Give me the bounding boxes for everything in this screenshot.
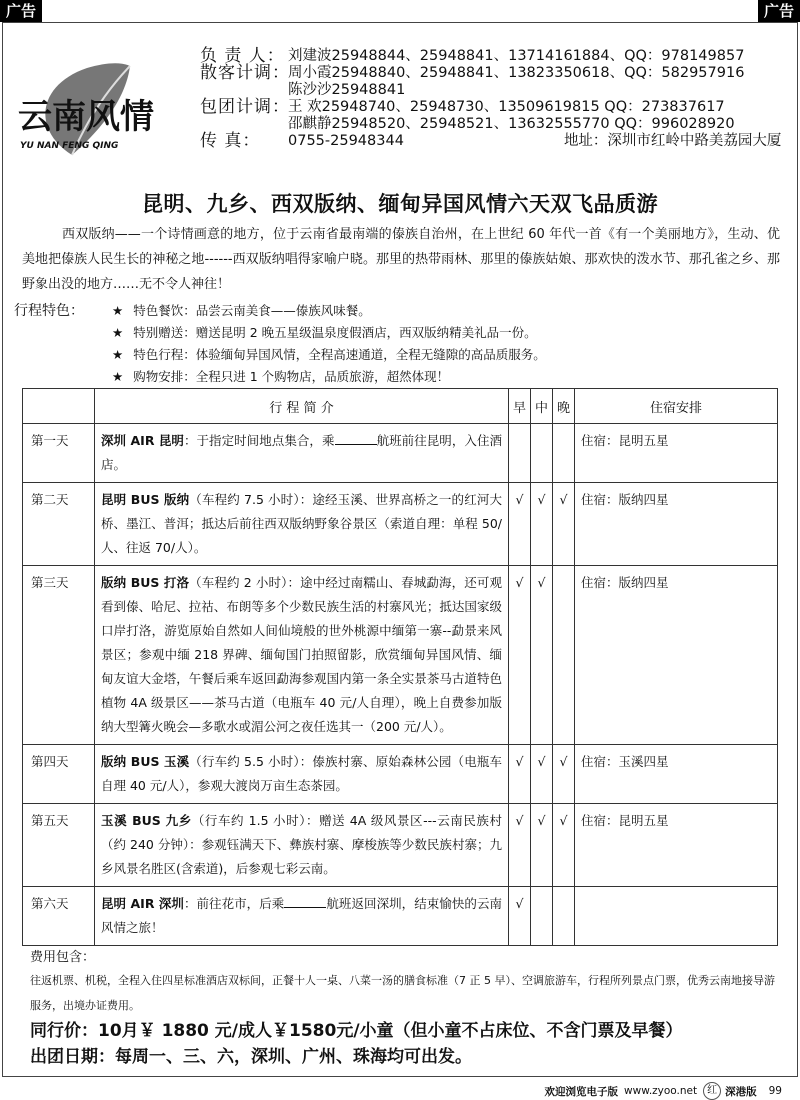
itinerary-table — [22, 388, 778, 946]
feature-item — [112, 300, 546, 322]
intro-paragraph: 西双版纳——一个诗情画意的地方，位于云南省最南端的傣族自治州，在上世纪 60 年代一首《有一个美丽地方》，生动、优美地把傣族人民生长的神秘之地------西双版纳唱得家喻户晓。那里的热带雨林、那里的傣族姑娘、那欢快的泼水节、那孔雀之乡、那野象出没的地方……无不令人神往！ — [22, 227, 780, 292]
table-row — [23, 424, 778, 483]
day-cell: 第四天 — [23, 745, 95, 804]
header-stay: 住宿安排 — [575, 389, 778, 424]
dinner-cell: √ — [553, 804, 575, 887]
desc-text: （行车约 1.5 小时）：赠送 4A 级风景区---云南民族村（约 240 分钟）：参观钰满天下、彝族村寨、摩梭族等少数民族村寨；九乡风景名胜区(含索道)，后参观七彩云南。 — [101, 813, 502, 876]
ebook-label: 欢迎浏览电子版 — [544, 1085, 619, 1098]
fee-text: 往返机票、机税，全程入住四星标准酒店双标间，正餐十人一桌、八菜一汤的膳食标准（7 正 5 早）、空调旅游车，行程所列景点门票，优秀云南地接导游服务，出境办证费用。 — [30, 974, 775, 1012]
stay-cell — [575, 887, 778, 946]
feature-item — [112, 366, 546, 388]
dinner-cell — [553, 424, 575, 483]
breakfast-cell: √ — [509, 483, 531, 566]
day-cell: 第三天 — [23, 566, 95, 745]
contact-value: 邵麒静25948520、25948521、13632555770 QQ：996028920 — [288, 116, 735, 132]
dinner-cell: √ — [553, 745, 575, 804]
breakfast-cell: √ — [509, 745, 531, 804]
page-footer — [545, 1082, 782, 1100]
features-list — [112, 300, 546, 388]
lunch-cell: √ — [531, 566, 553, 745]
ad-label-left: 广告 — [0, 0, 42, 22]
feature-item — [112, 322, 546, 344]
contact-label: 包团计调： — [200, 97, 290, 117]
desc-cell — [95, 887, 509, 946]
day-cell: 第一天 — [23, 424, 95, 483]
route-label: 昆明 BUS 版纳 — [101, 492, 190, 507]
feature-text: 特色餐饮：品尝云南美食——傣族风味餐。 — [133, 303, 371, 318]
contact-block — [200, 48, 781, 150]
stay-cell: 住宿：版纳四星 — [575, 483, 778, 566]
table-row — [23, 566, 778, 745]
breakfast-cell: √ — [509, 887, 531, 946]
desc-text: ：前往花市，后乘 — [183, 896, 285, 911]
desc-text: 航班前往昆明，入住酒店。 — [101, 433, 502, 472]
contact-label: 负 责 人： — [200, 46, 285, 66]
dinner-cell — [553, 566, 575, 745]
header-breakfast: 早 — [509, 389, 531, 424]
price-block — [30, 1018, 683, 1070]
feature-text: 特色行程：体验缅甸异国风情，全程高速通道，全程无缝隙的高品质服务。 — [133, 347, 546, 362]
header-itinerary: 行 程 简 介 — [95, 389, 509, 424]
edition-label: 深港版 — [725, 1085, 757, 1098]
breakfast-cell — [509, 424, 531, 483]
day-cell: 第二天 — [23, 483, 95, 566]
star-icon: ★ — [112, 369, 124, 384]
route-label: 版纳 BUS 打洛 — [101, 575, 190, 590]
flight-blank — [284, 894, 326, 908]
lunch-cell — [531, 424, 553, 483]
brand-mark-icon: 红 — [703, 1082, 721, 1100]
fax-value: 0755-25948344 — [288, 133, 404, 149]
desc-cell — [95, 804, 509, 887]
stay-cell: 住宿：昆明五星 — [575, 804, 778, 887]
feature-text: 特别赠送：赠送昆明 2 晚五星级温泉度假酒店，西双版纳精美礼品一份。 — [133, 325, 537, 340]
stay-cell: 住宿：版纳四星 — [575, 566, 778, 745]
table-header-row — [23, 389, 778, 424]
header-dinner: 晚 — [553, 389, 575, 424]
contact-value: 周小霞25948840、25948841、13823350618、QQ：582957916 — [288, 65, 745, 81]
table-row — [23, 887, 778, 946]
feature-item — [112, 344, 546, 366]
lunch-cell: √ — [531, 483, 553, 566]
website-link[interactable]: www.zyoo.net — [624, 1085, 698, 1097]
logo-text-pinyin: YU NAN FENG QING — [20, 141, 119, 151]
table-row — [23, 804, 778, 887]
desc-text: （行车约 5.5 小时）：傣族村寨、原始森林公园（电瓶车自理 40 元/人），参观大渡岗万亩生态茶园。 — [101, 754, 502, 793]
header-day — [23, 389, 95, 424]
contact-row — [200, 116, 781, 133]
page-title: 昆明、九乡、西双版纳、缅甸异国风情六天双飞品质游 — [142, 192, 658, 216]
contact-value: 王 欢25948740、25948730、13509619815 QQ：273837617 — [288, 99, 725, 115]
logo-text-cn: 云南风情 — [18, 97, 154, 137]
star-icon: ★ — [112, 325, 124, 340]
star-icon: ★ — [112, 347, 124, 362]
day-cell: 第五天 — [23, 804, 95, 887]
contact-label: 传 真： — [200, 131, 261, 151]
table-row — [23, 483, 778, 566]
price-line: 同行价：10月￥ 1880 元/成人￥1580元/小童（但小童不占床位、不含门票及早餐） — [30, 1021, 683, 1041]
star-icon: ★ — [112, 303, 124, 318]
address-value: 地址：深圳市红岭中路美荔园大厦 — [563, 133, 782, 149]
desc-cell — [95, 566, 509, 745]
flight-blank — [335, 431, 377, 445]
fee-label: 费用包含： — [30, 950, 96, 965]
desc-cell — [95, 483, 509, 566]
breakfast-cell: √ — [509, 566, 531, 745]
table-row — [23, 745, 778, 804]
lunch-cell — [531, 887, 553, 946]
lunch-cell: √ — [531, 804, 553, 887]
desc-text: （车程约 2 小时）：途中经过南糯山、春城勐海，还可观看到傣、哈尼、拉祜、布朗等多个少数民族生活的村寨风光；抵达国家级口岸打洛，游览原始自然如人间仙境般的世外桃源中缅第一寨--勐景来风景区；参观中缅 218 界碑、缅甸国门拍照留影，欣赏缅甸异国风情、缅甸友谊大金塔，午餐后乘车返回勐海参观国内第一条全实景茶马古道特色植物 4A 级景区——茶马古道（电瓶车 40 元/人自理），晚上自费参加版纳大型篝火晚会—多歌水或湄公河之夜任选其一（200 元/人）。 — [101, 575, 502, 734]
header-lunch: 中 — [531, 389, 553, 424]
features-label: 行程特色： — [14, 303, 84, 319]
contact-label: 散客计调： — [200, 63, 290, 83]
route-label: 玉溪 BUS 九乡 — [101, 813, 192, 828]
feature-text: 购物安排：全程只进 1 个购物店，品质旅游，超然体现！ — [133, 369, 450, 384]
breakfast-cell: √ — [509, 804, 531, 887]
desc-text: 航班返回深圳，结束愉快的云南风情之旅！ — [101, 896, 502, 935]
ad-label-right: 广告 — [758, 0, 800, 22]
dinner-cell — [553, 887, 575, 946]
contact-value: 陈沙沙25948841 — [288, 82, 406, 98]
stay-cell: 住宿：玉溪四星 — [575, 745, 778, 804]
desc-text: （车程约 7.5 小时）：途经玉溪、世界高桥之一的红河大桥、墨江、普洱；抵达后前往西双版纳野象谷景区（索道自理：单程 50/人、往返 70/人）。 — [101, 492, 502, 555]
lunch-cell: √ — [531, 745, 553, 804]
stay-cell: 住宿：昆明五星 — [575, 424, 778, 483]
route-label: 版纳 BUS 玉溪 — [101, 754, 190, 769]
contact-row — [200, 65, 781, 82]
page-number: 99 — [768, 1085, 782, 1097]
desc-cell — [95, 745, 509, 804]
desc-text: ：于指定时间地点集合，乘 — [183, 433, 335, 448]
contact-value: 刘建波25948844、25948841、13714161884、QQ：978149857 — [288, 48, 745, 64]
dinner-cell: √ — [553, 483, 575, 566]
desc-cell — [95, 424, 509, 483]
departure-line: 出团日期：每周一、三、六，深圳、广州、珠海均可出发。 — [30, 1047, 472, 1067]
route-label: 深圳 AIR 昆明 — [101, 433, 184, 448]
route-label: 昆明 AIR 深圳 — [101, 896, 184, 911]
contact-row — [200, 99, 781, 116]
day-cell: 第六天 — [23, 887, 95, 946]
yunnan-fengqing-logo — [12, 60, 187, 160]
contact-row — [200, 133, 781, 150]
